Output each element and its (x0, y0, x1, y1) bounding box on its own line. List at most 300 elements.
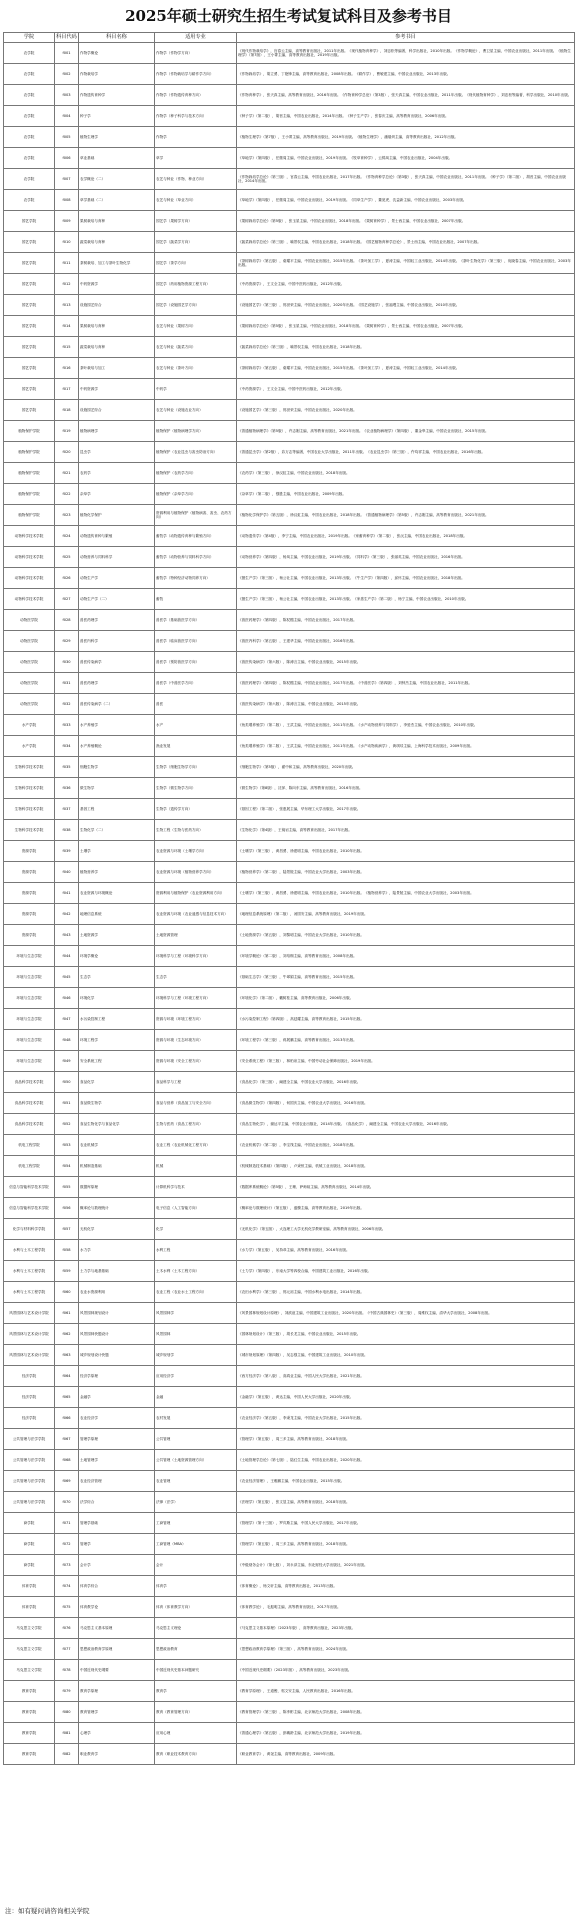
table-row (4, 127, 575, 148)
cell-college: 动物科学技术学院 (4, 526, 55, 547)
cell-major: 资源利用与植物保护（农业资源利用方向） (155, 883, 237, 904)
cell-reference-books: 《蔬菜栽培学总论》（第三版），喻景权主编，中国农业出版社，2018年出版。《园艺植物育种学总论》，景士西主编，中国农业出版社，2007年出版。 (237, 232, 575, 253)
table-row (4, 337, 575, 358)
cell-reference-books: 《土地管理学总论》（第七版），陆红生主编，中国农业出版社，2020年出版。 (237, 1450, 575, 1471)
cell-major: 生物学（细胞生物学方向） (155, 757, 237, 778)
cell-college: 商学院 (4, 1513, 55, 1534)
table-row (4, 1009, 575, 1030)
cell-reference-books: 《土地资源学》（第五版），刘黎明主编，中国农业大学出版社，2010年出版。 (237, 925, 575, 946)
table-row (4, 316, 575, 337)
cell-subject-name: 设施园艺综合 (79, 400, 155, 421)
cell-major: 植物保护（杂草学方向） (155, 484, 237, 505)
cell-subject-code: f029 (55, 631, 79, 652)
cell-reference-books: 《细胞生物学》（第5版），翟中和主编，高等教育出版社，2020年出版。 (237, 757, 575, 778)
cell-subject-name: 动物营养与饲料科学 (79, 547, 155, 568)
cell-subject-name: 兽医传染病学（二） (79, 694, 155, 715)
cell-subject-name: 微生物学 (79, 778, 155, 799)
cell-college: 机电工程学院 (4, 1135, 55, 1156)
cell-subject-name: 农业经济管理 (79, 1471, 155, 1492)
table-row (4, 463, 575, 484)
cell-major: 城乡规划学 (155, 1345, 237, 1366)
cell-subject-name: 细胞生物学 (79, 757, 155, 778)
cell-college: 食品科学技术学院 (4, 1114, 55, 1135)
cell-major: 公共管理 (155, 1429, 237, 1450)
table-row (4, 694, 575, 715)
cell-subject-name: 植物病理学 (79, 421, 155, 442)
cell-subject-code: f017 (55, 379, 79, 400)
cell-major: 工商管理（MBA） (155, 1534, 237, 1555)
cell-major: 食品科学与工程 (155, 1072, 237, 1093)
cell-subject-name: 地理信息系统 (79, 904, 155, 925)
table-row (4, 1072, 575, 1093)
cell-college: 风景园林与艺术设计学院 (4, 1303, 55, 1324)
cell-subject-name: 安全系统工程 (79, 1051, 155, 1072)
cell-subject-code: f038 (55, 820, 79, 841)
cell-subject-code: f030 (55, 652, 79, 673)
cell-subject-name: 食品化学 (79, 1072, 155, 1093)
cell-subject-code: f050 (55, 1072, 79, 1093)
cell-subject-name: 管理学原理 (79, 1429, 155, 1450)
table-row (4, 1513, 575, 1534)
cell-college: 园艺学院 (4, 316, 55, 337)
cell-reference-books: 《无机化学》（第五版），大连理工大学无机化学教研室编，高等教育出版社，2006年出版。 (237, 1219, 575, 1240)
cell-major: 计算机科学与技术 (155, 1177, 237, 1198)
cell-reference-books: 《微生物学》（第8版），沈萍、陈向东主编，高等教育出版社，2016年出版。 (237, 778, 575, 799)
cell-college: 经济学院 (4, 1408, 55, 1429)
cell-college: 商学院 (4, 1534, 55, 1555)
cell-subject-name: 植物营养学 (79, 862, 155, 883)
cell-reference-books: 《体育概论》，杨文轩主编，高等教育出版社，2013年出版。 (237, 1576, 575, 1597)
table-row (4, 883, 575, 904)
cell-college: 公共管理与法学学院 (4, 1471, 55, 1492)
cell-major: 体育（体育教学方向） (155, 1597, 237, 1618)
cell-college: 动物医学院 (4, 673, 55, 694)
cell-college: 信息与智能科学技术学院 (4, 1198, 55, 1219)
cell-reference-books: 《数据库系统概论》（第5版），王珊、萨师煊主编，高等教育出版社，2014年出版。 (237, 1177, 575, 1198)
cell-subject-code: f033 (55, 715, 79, 736)
cell-subject-code: f051 (55, 1093, 79, 1114)
table-row (4, 1471, 575, 1492)
table-row (4, 1534, 575, 1555)
table-row (4, 841, 575, 862)
cell-subject-code: f011 (55, 253, 79, 274)
cell-subject-code: f047 (55, 1009, 79, 1030)
cell-college: 体育学院 (4, 1576, 55, 1597)
cell-college: 马克思主义学院 (4, 1639, 55, 1660)
cell-major: 农艺与种业（蔬菜方向） (155, 337, 237, 358)
cell-reference-books: 《果树栽培学总论》（第5版），张玉星主编，中国农业出版社，2018年出版。《果树育种学》，景士西主编，中国农业出版社，2007年出版。 (237, 316, 575, 337)
cell-major: 兽医学（临床兽医学方向） (155, 631, 237, 652)
header-college: 学院 (4, 33, 55, 43)
cell-subject-name: 食品微生物学 (79, 1093, 155, 1114)
cell-major: 农艺与种业（作物、种业方向） (155, 169, 237, 190)
cell-subject-name: 草学基础（二） (79, 190, 155, 211)
cell-subject-name: 植物化学保护 (79, 505, 155, 526)
cell-reference-books: 《鱼类增养殖学》（第二版），王武主编，中国农业出版社，2011年出版。《水产动物疾病学》，黄琪琰主编，上海科学技术出版社，2009年出版。 (237, 736, 575, 757)
cell-subject-name: 思想政治教育学原理 (79, 1639, 155, 1660)
table-row (4, 946, 575, 967)
table-row (4, 673, 575, 694)
cell-major: 马克思主义理论 (155, 1618, 237, 1639)
cell-major: 生物工程（生物与医药方向） (155, 820, 237, 841)
cell-college: 教育学院 (4, 1744, 55, 1765)
cell-subject-code: f045 (55, 967, 79, 988)
table-row (4, 64, 575, 85)
cell-major: 金融 (155, 1387, 237, 1408)
cell-reference-books: 《机械制造技术基础》（第四版），卢秉恒主编，机械工业出版社，2018年出版。 (237, 1156, 575, 1177)
table-row (4, 799, 575, 820)
cell-subject-name: 数据库原理 (79, 1177, 155, 1198)
cell-subject-name: 果树栽培与育种 (79, 211, 155, 232)
cell-college: 动物医学院 (4, 652, 55, 673)
cell-major: 环境科学与工程（环境工程方向） (155, 988, 237, 1009)
cell-college: 环境与生态学院 (4, 946, 55, 967)
cell-college: 动物科学技术学院 (4, 589, 55, 610)
cell-reference-books: 《环境工程学》（第三版），蒋展鹏主编，高等教育出版社，2013年出版。 (237, 1030, 575, 1051)
cell-college: 园艺学院 (4, 211, 55, 232)
cell-reference-books: 《普通心理学》（第五版），彭聃龄主编，北京师范大学出版社，2019年出版。 (237, 1723, 575, 1744)
cell-reference-books: 《安全系统工程》（第三版），林柏泉主编，中国劳动社会保障出版社，2019年出版。 (237, 1051, 575, 1072)
cell-college: 体育学院 (4, 1597, 55, 1618)
table-row (4, 715, 575, 736)
cell-reference-books: 《作物栽培学》，胡立勇、丁艳锋主编，高等教育出版社，2008年出版。《耕作学》，曹敏建主编，中国农业出版社，2013年出版。 (237, 64, 575, 85)
cell-college: 植物保护学院 (4, 505, 55, 526)
table-row (4, 1240, 575, 1261)
cell-major: 资源利用与植物保护（植物病害、害虫、农药方向） (155, 505, 237, 526)
cell-major: 畜牧 (155, 589, 237, 610)
cell-major: 风景园林学 (155, 1303, 237, 1324)
cell-major: 生物学（遗传学方向） (155, 799, 237, 820)
cell-college: 食品科学技术学院 (4, 1072, 55, 1093)
cell-subject-code: f058 (55, 1240, 79, 1261)
cell-subject-name: 水产养殖概论 (79, 736, 155, 757)
cell-subject-name: 植物生理学 (79, 127, 155, 148)
cell-subject-code: f020 (55, 442, 79, 463)
cell-major: 机械 (155, 1156, 237, 1177)
cell-college: 动物医学院 (4, 610, 55, 631)
cell-reference-books: 《土力学》（第四版），东南大学等四校合编，中国建筑工业出版社，2016年出版。 (237, 1261, 575, 1282)
table-row (4, 988, 575, 1009)
table-row (4, 1408, 575, 1429)
cell-college: 公共管理与法学学院 (4, 1492, 55, 1513)
cell-subject-name: 管理学基础 (79, 1513, 155, 1534)
cell-reference-books: 《猪生产学》（第三版），杨公社主编，中国农业出版社，2013年出版。《家禽生产学》（第二版），杨宁主编，中国农业出版社，2010年出版。 (237, 589, 575, 610)
cell-reference-books: 《农业经济管理》，王雅鹏主编，中国农业出版社，2015年出版。 (237, 1471, 575, 1492)
cell-reference-books: 《地理信息系统原理》（第二版），汤国安主编，高等教育出版社，2019年出版。 (237, 904, 575, 925)
cell-reference-books: 《现代作物栽培学》，官春云主编，高等教育出版社，2011年出版。《现代植物育种学》，刘忠松等编著，科学出版社，2010年出版。《作物学概论》，曹卫星主编，中国农业出版社，2011年出版。《植物生理学》（第7版），王小菁主编，高等教育出版社，2019年出版。 (237, 43, 575, 64)
cell-reference-books: 《马克思主义基本原理》（2023年版），高等教育出版社，2023年出版。 (237, 1618, 575, 1639)
cell-reference-books: 《兽医药理学》（第四版），陈杖榴主编，中国农业出版社，2017年出版。 (237, 610, 575, 631)
header-major: 适用专业 (155, 33, 237, 43)
cell-major: 畜牧学（动物遗传育种与繁殖方向） (155, 526, 237, 547)
cell-reference-books: 《思想政治教育学原理》（第三版），高等教育出版社，2024年出版。 (237, 1639, 575, 1660)
cell-subject-name: 生物化学（二） (79, 820, 155, 841)
cell-college: 水利与土木工程学院 (4, 1282, 55, 1303)
table-row (4, 1261, 575, 1282)
cell-subject-name: 中国近现代史纲要 (79, 1660, 155, 1681)
cell-subject-name: 种子学 (79, 106, 155, 127)
cell-subject-code: f057 (55, 1219, 79, 1240)
cell-subject-name: 动物生产学（二） (79, 589, 155, 610)
cell-major: 兽医 (155, 694, 237, 715)
cell-major: 化学 (155, 1219, 237, 1240)
cell-college: 商学院 (4, 1555, 55, 1576)
cell-subject-name: 中药资源学 (79, 379, 155, 400)
cell-subject-name: 农业资源与环境概论 (79, 883, 155, 904)
table-row (4, 442, 575, 463)
cell-college: 动物科学技术学院 (4, 568, 55, 589)
cell-reference-books: 《环境学概论》（第二版），刘培桐主编，高等教育出版社，2008年出版。 (237, 946, 575, 967)
cell-reference-books: 《动物营养学》（第四版），杨凤主编，中国农业出版社，2019年出版。《饲料学》（第三版），张丽英主编，中国农业出版社，2016年出版。 (237, 547, 575, 568)
cell-major: 中国近现代史基本问题研究 (155, 1660, 237, 1681)
cell-college: 生物科学技术学院 (4, 757, 55, 778)
cell-subject-code: f023 (55, 505, 79, 526)
cell-college: 资源学院 (4, 925, 55, 946)
cell-subject-code: f046 (55, 988, 79, 1009)
cell-college: 水产学院 (4, 736, 55, 757)
cell-subject-code: f065 (55, 1387, 79, 1408)
cell-reference-books: 《环境化学》（第二版），戴树桂主编，高等教育出版社，2006年出版。 (237, 988, 575, 1009)
table-row (4, 421, 575, 442)
cell-college: 农学院 (4, 43, 55, 64)
cell-reference-books: 《草地学》（第四版），任继周主编，中国农业出版社，2019年出版。《牧草育种学》，云锦凤主编，中国农业出版社，2004年出版。 (237, 148, 575, 169)
cell-major: 作物学（作物学方向） (155, 43, 237, 64)
cell-college: 经济学院 (4, 1387, 55, 1408)
header-subject-name: 科目名称 (79, 33, 155, 43)
cell-subject-name: 土壤学 (79, 841, 155, 862)
cell-subject-name: 农业水资源利用 (79, 1282, 155, 1303)
cell-reference-books: 《中药资源学》，王文全主编，中国中医药出版社，2012年出版。 (237, 274, 575, 295)
cell-subject-code: f080 (55, 1702, 79, 1723)
cell-college: 动物科学技术学院 (4, 547, 55, 568)
cell-subject-code: f067 (55, 1429, 79, 1450)
table-row (4, 1366, 575, 1387)
cell-subject-name: 昆虫学 (79, 442, 155, 463)
cell-reference-books: 《杂草学》（第二版），强胜主编，中国农业出版社，2009年出版。 (237, 484, 575, 505)
cell-reference-books: 《作物育种学》，张天真主编，高等教育出版社，2016年出版。《作物育种学总论》（第3版），张天真主编，中国农业出版社，2011年出版。《现代植物育种学》，刘忠松等编著，科学出版社，2010年出版。 (237, 85, 575, 106)
cell-subject-name: 水产养殖学 (79, 715, 155, 736)
cell-subject-name: 动物遗传育种与繁殖 (79, 526, 155, 547)
cell-major: 风景园林 (155, 1324, 237, 1345)
cell-reference-books: 《水污染控制工程》（第四版），高廷耀主编，高等教育出版社，2015年出版。 (237, 1009, 575, 1030)
table-row (4, 526, 575, 547)
cell-reference-books: 《西方经济学》（第八版），高鸿业主编，中国人民大学出版社，2021年出版。 (237, 1366, 575, 1387)
cell-subject-name: 杂草学 (79, 484, 155, 505)
cell-subject-name: 茶树栽培、加工与茶叶生物化学 (79, 253, 155, 274)
cell-reference-books: 《生物化学》（第4版），王镜岩主编，高等教育出版社，2017年出版。 (237, 820, 575, 841)
cell-reference-books: 《中国近现代史纲要》（2023年版），高等教育出版社，2023年出版。 (237, 1660, 575, 1681)
cell-reference-books: 《管理学》（第五版），周三多主编，高等教育出版社，2018年出版。 (237, 1534, 575, 1555)
cell-major: 工商管理 (155, 1513, 237, 1534)
cell-subject-code: f072 (55, 1534, 79, 1555)
table-row (4, 1555, 575, 1576)
cell-reference-books: 《作物栽培学总论》（第三版），官春云主编，中国农业出版社，2017年出版。《作物育种学总论》（第3版），张天真主编，中国农业出版社，2011年出版。《种子学》（第二版），胡晋主编，中国农业出版社，2014年出版。 (237, 169, 575, 190)
cell-subject-name: 金融学 (79, 1387, 155, 1408)
cell-subject-code: f044 (55, 946, 79, 967)
cell-subject-code: f031 (55, 673, 79, 694)
cell-college: 水利与土木工程学院 (4, 1240, 55, 1261)
cell-major: 园艺学（茶学方向） (155, 253, 237, 274)
cell-subject-name: 蔬菜栽培与育种 (79, 337, 155, 358)
cell-college: 动物医学院 (4, 694, 55, 715)
cell-major: 农业资源与环境（植物营养学方向） (155, 862, 237, 883)
table-row (4, 1345, 575, 1366)
cell-subject-code: f041 (55, 883, 79, 904)
cell-subject-name: 作物学概论 (79, 43, 155, 64)
cell-college: 水产学院 (4, 715, 55, 736)
cell-subject-code: f007 (55, 169, 79, 190)
cell-subject-name: 水力学 (79, 1240, 155, 1261)
cell-subject-code: f003 (55, 85, 79, 106)
cell-reference-books: 《基础生态学》（第三版），牛翠娟主编，高等教育出版社，2015年出版。 (237, 967, 575, 988)
cell-subject-code: f028 (55, 610, 79, 631)
cell-major: 教育学 (155, 1681, 237, 1702)
table-row (4, 1660, 575, 1681)
cell-major: 资源与环境（环境工程方向） (155, 1009, 237, 1030)
cell-college: 机电工程学院 (4, 1156, 55, 1177)
table-row (4, 778, 575, 799)
cell-college: 资源学院 (4, 862, 55, 883)
cell-major: 植物保护（植物病理学方向） (155, 421, 237, 442)
cell-subject-name: 职业教育学 (79, 1744, 155, 1765)
cell-subject-name: 环境化学 (79, 988, 155, 1009)
table-row (4, 1135, 575, 1156)
cell-reference-books: 《种子学》（第二版），胡晋主编，中国农业出版社，2014年出版。《种子生产学》，张春庆主编，高等教育出版社，2006年出版。 (237, 106, 575, 127)
cell-reference-books: 《体育教学论》，毛振明主编，高等教育出版社，2017年出版。 (237, 1597, 575, 1618)
cell-college: 环境与生态学院 (4, 1009, 55, 1030)
cell-subject-code: f040 (55, 862, 79, 883)
cell-major: 兽医学（基础兽医学方向） (155, 610, 237, 631)
table-row (4, 1198, 575, 1219)
cell-subject-code: f075 (55, 1597, 79, 1618)
cell-subject-code: f024 (55, 526, 79, 547)
cell-subject-code: f036 (55, 778, 79, 799)
cell-subject-name: 体育学综合 (79, 1576, 155, 1597)
table-row (4, 736, 575, 757)
cell-reference-books: 《食品微生物学》（第四版），何国庆主编，中国农业大学出版社，2016年出版。 (237, 1093, 575, 1114)
cell-subject-code: f016 (55, 358, 79, 379)
cell-subject-name: 环境工程学 (79, 1030, 155, 1051)
cell-reference-books: 《教育学原理》，王道俊、郭文安主编，人民教育出版社，2016年出版。 (237, 1681, 575, 1702)
table-row (4, 43, 575, 64)
cell-major: 农艺与种业（果树方向） (155, 316, 237, 337)
cell-subject-code: f009 (55, 211, 79, 232)
cell-reference-books: 《普通植物病理学》（第5版），许志刚主编，高等教育出版社，2021年出版。《农业植物病理学》（第四版），董金皋主编，中国农业出版社，2015年出版。 (237, 421, 575, 442)
cell-college: 风景园林与艺术设计学院 (4, 1324, 55, 1345)
table-row (4, 190, 575, 211)
cell-subject-name: 作物遗传育种学 (79, 85, 155, 106)
cell-major: 生态学 (155, 967, 237, 988)
cell-subject-name: 概率论与数理统计 (79, 1198, 155, 1219)
table-row (4, 1114, 575, 1135)
cell-subject-code: f014 (55, 316, 79, 337)
table-row (4, 1723, 575, 1744)
cell-major: 土木水利（土木工程方向） (155, 1261, 237, 1282)
cell-reference-books: 《园林规划设计》（第三版），胡长龙主编，中国农业出版社，2015年出版。 (237, 1324, 575, 1345)
table-row (4, 358, 575, 379)
cell-subject-name: 机械制造基础 (79, 1156, 155, 1177)
cell-major: 电子信息（人工智能方向） (155, 1198, 237, 1219)
cell-subject-name: 基因工程 (79, 799, 155, 820)
cell-major: 公共管理（土地资源管理方向） (155, 1450, 237, 1471)
cell-subject-code: f010 (55, 232, 79, 253)
cell-reference-books: 《茶树栽培学》（第五版），骆耀平主编，中国农业出版社，2015年出版。《茶叶加工学》，夏涛主编，中国轻工业出版社，2014年出版。《茶叶生物化学》（第三版），宛晓春主编，中国农业出版社，2003年出版。 (237, 253, 575, 274)
cell-college: 动物医学院 (4, 631, 55, 652)
cell-subject-code: f015 (55, 337, 79, 358)
cell-major: 资源与环境（生态环境方向） (155, 1030, 237, 1051)
table-row (4, 1324, 575, 1345)
cell-college: 资源学院 (4, 904, 55, 925)
cell-reference-books: 《果树栽培学总论》（第5版），张玉星主编，中国农业出版社，2018年出版。《果树育种学》，景士西主编，中国农业出版社，2007年出版。 (237, 211, 575, 232)
cell-college: 农学院 (4, 169, 55, 190)
cell-major: 应用经济学 (155, 1366, 237, 1387)
table-row (4, 820, 575, 841)
cell-major: 畜牧学（特种经济动物饲养方向） (155, 568, 237, 589)
cell-subject-code: f081 (55, 1723, 79, 1744)
cell-subject-code: f027 (55, 589, 79, 610)
cell-subject-name: 兽医药理学 (79, 673, 155, 694)
cell-major: 会计 (155, 1555, 237, 1576)
cell-major: 教育（职业技术教育方向） (155, 1744, 237, 1765)
cell-major: 水利工程 (155, 1240, 237, 1261)
cell-college: 园艺学院 (4, 337, 55, 358)
cell-college: 生物科学技术学院 (4, 820, 55, 841)
cell-college: 资源学院 (4, 883, 55, 904)
footnote: 注：如有疑问请咨询相关学院 (5, 1907, 90, 1915)
cell-college: 资源学院 (4, 841, 55, 862)
header-subject-code: 科目代码 (55, 33, 79, 43)
cell-major: 生物学（微生物学方向） (155, 778, 237, 799)
cell-subject-code: f055 (55, 1177, 79, 1198)
cell-major: 中药学 (155, 379, 237, 400)
table-row (4, 379, 575, 400)
cell-reference-books: 《基因工程》（第二版），张惠展主编，华东理工大学出版社，2017年出版。 (237, 799, 575, 820)
cell-subject-code: f034 (55, 736, 79, 757)
cell-major: 作物学（种子科学与技术方向） (155, 106, 237, 127)
cell-subject-name: 土力学与地基基础 (79, 1261, 155, 1282)
cell-reference-books: 《草地学》（第四版），任继周主编，中国农业出版社，2019年出版。《饲草生产学》，董宽虎、沈益新主编，中国农业出版社，2003年出版。 (237, 190, 575, 211)
cell-college: 农学院 (4, 106, 55, 127)
cell-college: 教育学院 (4, 1681, 55, 1702)
cell-subject-name: 经济学原理 (79, 1366, 155, 1387)
table-row (4, 1303, 575, 1324)
cell-subject-name: 教育管理学 (79, 1702, 155, 1723)
cell-major: 作物学（作物遗传育种方向） (155, 85, 237, 106)
cell-reference-books: 《农药学》（第三版），徐汉虹主编，中国农业出版社，2018年出版。 (237, 463, 575, 484)
cell-major: 农艺与种业（茶叶方向） (155, 358, 237, 379)
cell-reference-books: 《土壤学》（第三版），黄昌勇、徐建明主编，中国农业出版社，2010年出版。《植物营养学》，陆景陵主编，中国农业大学出版社，2003年出版。 (237, 883, 575, 904)
cell-subject-code: f012 (55, 274, 79, 295)
table-row (4, 1387, 575, 1408)
cell-subject-code: f079 (55, 1681, 79, 1702)
cell-subject-code: f056 (55, 1198, 79, 1219)
cell-reference-books: 《概率论与数理统计》（第五版），盛骤主编，高等教育出版社，2019年出版。 (237, 1198, 575, 1219)
cell-subject-code: f078 (55, 1660, 79, 1681)
table-row (4, 169, 575, 190)
table-row (4, 757, 575, 778)
cell-subject-code: f073 (55, 1555, 79, 1576)
cell-reference-books: 《职业教育学》，黄尧主编，高等教育出版社，2009年出版。 (237, 1744, 575, 1765)
cell-subject-code: f053 (55, 1135, 79, 1156)
cell-reference-books: 《动物遗传学》（第4版），李宁主编，中国农业出版社，2019年出版。《家畜育种学》（第二版），张沅主编，中国农业出版社，2018年出版。 (237, 526, 575, 547)
cell-reference-books: 《农业机械学》（第二版），李宝筏主编，中国农业出版社，2018年出版。 (237, 1135, 575, 1156)
cell-subject-name: 法学综合 (79, 1492, 155, 1513)
cell-reference-books: 《金融学》（第五版），黄达主编，中国人民大学出版社，2020年出版。 (237, 1387, 575, 1408)
cell-subject-code: f061 (55, 1303, 79, 1324)
table-row (4, 967, 575, 988)
cell-reference-books: 《法理学》（第五版），张文显主编，高等教育出版社，2018年出版。 (237, 1492, 575, 1513)
cell-reference-books: 《食品化学》（第三版），阚建全主编，中国农业大学出版社，2016年出版。 (237, 1072, 575, 1093)
